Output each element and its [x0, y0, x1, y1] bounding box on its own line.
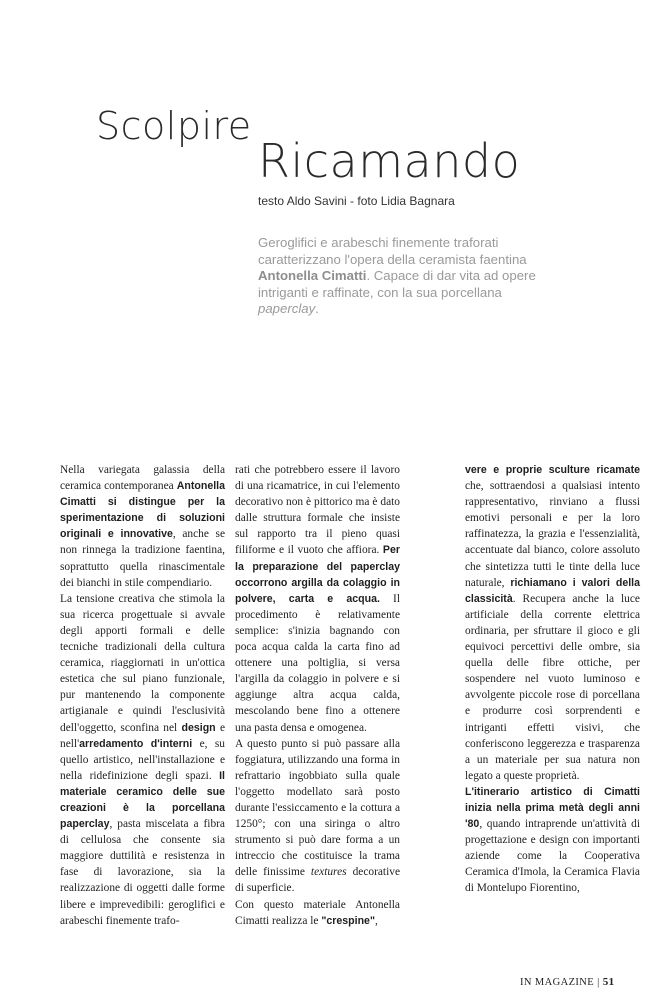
- bold-text: Il materiale ceramico delle sue creazioni è la porcellana paperclay: [60, 769, 225, 831]
- bold-text: vere e proprie sculture ricamate: [465, 464, 640, 476]
- title-ricamando: Ricamando: [258, 134, 521, 188]
- page-number: 51: [602, 976, 615, 988]
- body-text: ,: [374, 914, 378, 927]
- col2-paragraph: [235, 897, 400, 929]
- body-text: e nell': [60, 721, 225, 750]
- footer-separator: |: [597, 977, 600, 988]
- lead-paragraph: [258, 235, 543, 318]
- text-column-2: [235, 462, 400, 929]
- col1-paragraph: [60, 462, 225, 591]
- title-scolpire: Scolpire: [96, 104, 252, 148]
- body-text: rati che potrebbero essere il lavoro di una ricamatrice, in cui l'elemento decorativo non è pittorico ma è dato dalle struttura formale che insiste sul rapporto tra il pieno quasi filiforme e il vuoto che affiora.: [235, 464, 400, 557]
- body-text: A questo punto si può passare alla foggiatura, utilizzando una forma in refrattario ingobbiato sulla quale l'oggetto modellato sarà posto durante l'essiccamento e la cottura a 1250°; con una siringa o altro strumento si può dare forma a un intreccio che costituisce la trama delle finissime: [235, 737, 400, 879]
- body-text: Con questo materiale Antonella Cimatti realizza le: [235, 898, 400, 927]
- body-text: . Recupera anche la luce artificiale della corrente elettrica ordinaria, per sfruttare il gioco e gli equivoci percettivi delle ombre, sia quella delle fibre ottiche, per sospendere nel vuoto luminoso e avvolgente piccole rose di porcellana e produrre così sorprendenti e intriganti effetti visivi, che conferiscono leggerezza e trasparenza a un materiale per sua natura non legato a queste proprietà.: [465, 592, 640, 782]
- body-text: , anche se non rinnega la tradizione faentina, soprattutto quella rinascimentale dei bianchi in stile compendiario.: [60, 528, 225, 589]
- lead-text-2: . Capace di dar vita ad opere intriganti e raffinate, con la sua porcellana: [258, 268, 536, 300]
- lead-text-1: Geroglifici e arabeschi finemente traforati caratterizzano l'opera della ceramista faentina: [258, 235, 527, 267]
- bold-text: Antonella Cimatti si distingue per la sperimentazione di soluzioni originali e innovative: [60, 480, 225, 541]
- body-text: decorative di superficie.: [235, 866, 400, 895]
- bold-text: "crespine": [321, 914, 375, 927]
- text-column-1: [60, 462, 225, 929]
- body-text: Il procedimento è relativamente semplice: s'inizia bagnando con poca acqua calda la carta fino ad ottenere una poltiglia, si versa l'argilla da colaggio in polvere e si aggiunge altra acqua calda, mescolando bene fino a ottenere una pasta densa e omogenea.: [235, 592, 400, 734]
- body-text: , quando intraprende un'attività di progettazione e design con importanti aziende come la Cooperativa Ceramica d'Imola, la Ceramica Flavia di Montelupo Fiorentino,: [465, 818, 640, 895]
- lead-artist-name: Antonella Cimatti: [258, 268, 367, 283]
- bold-text: L'itinerario artistico di Cimatti inizia nella prima metà degli anni '80: [465, 785, 640, 831]
- byline: testo Aldo Savini - foto Lidia Bagnara: [258, 194, 455, 208]
- col2-paragraph: [235, 736, 400, 897]
- col3-paragraph: [465, 462, 640, 784]
- col2-paragraph: [235, 462, 400, 736]
- bold-text: design: [181, 721, 216, 734]
- bold-text: Per la preparazione del paperclay occorrono argilla da colaggio in polvere, carta e acqua.: [235, 544, 400, 605]
- body-text: e, su quello artistico, nell'installazione e nella ridefinizione degli spazi.: [60, 737, 225, 782]
- bold-text: arredamento d'interni: [79, 737, 193, 750]
- body-text: , pasta miscelata a fibra di cellulosa che consente sia maggiore duttilità e resistenza in fase di lavorazione, sia la realizzazione di oggetti dalle forme libere e imprevedibili: geroglifici e arabeschi finemente trafo-: [60, 818, 225, 927]
- lead-material: paperclay: [258, 301, 316, 316]
- body-text: La tensione creativa che stimola la sua ricerca progettuale si avvale degli apporti formali e delle tecniche tradizionali della cultura ceramica, riaggiornati in un'ottica estetica che sul piano funzionale, pur mantenendo la componente artigianale e quindi l'esclusività dell'oggetto, sconfina nel: [60, 592, 225, 734]
- body-text: che, sottraendosi a qualsiasi intento rappresentativo, rinviano a flussi emotivi personali e per la loro raffinatezza, la grazia e l'essenzialità, accentuate dal bianco, colore assoluto che sintetizza tutti le tinte della luce naturale,: [465, 480, 640, 589]
- col1-paragraph: [60, 591, 225, 929]
- italic-text: textures: [310, 866, 347, 879]
- page-footer: [520, 976, 615, 988]
- text-column-3: [465, 462, 640, 897]
- magazine-name: IN MAGAZINE: [520, 977, 595, 988]
- body-text: Nella variegata galassia della ceramica contemporanea: [60, 464, 225, 493]
- col3-paragraph: [465, 784, 640, 897]
- bold-text: richiamano i valori della classicità: [465, 576, 640, 605]
- lead-end: .: [315, 301, 319, 316]
